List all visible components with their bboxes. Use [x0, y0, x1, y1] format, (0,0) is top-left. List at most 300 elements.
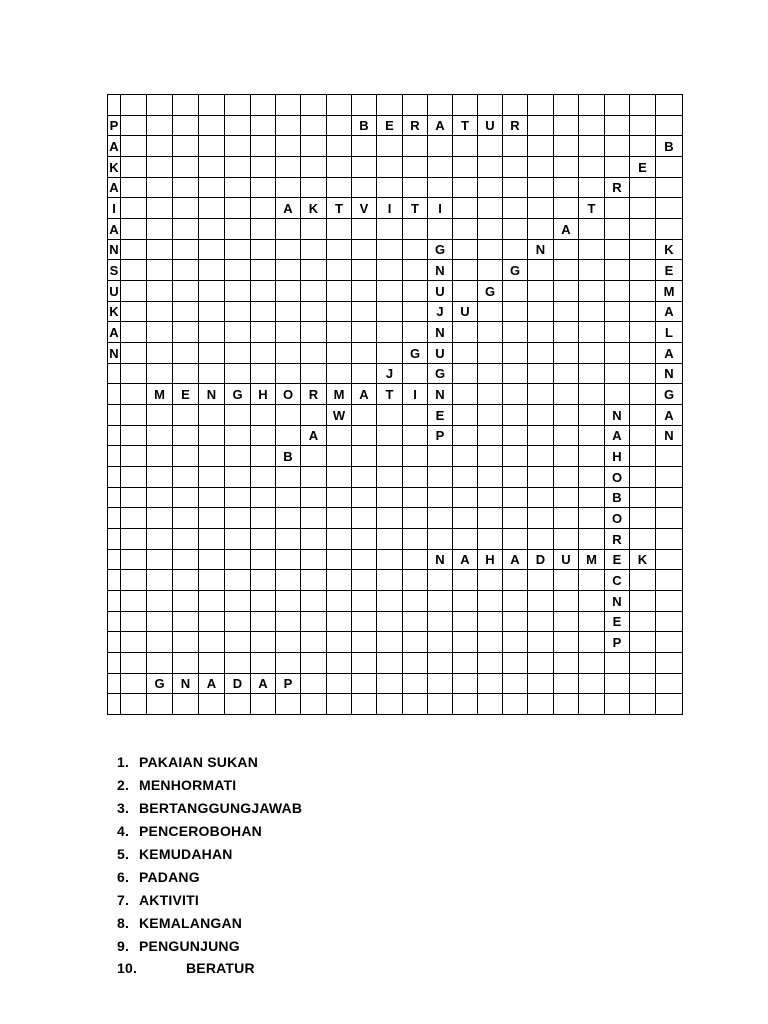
grid-cell	[275, 363, 301, 384]
grid-cell	[250, 466, 276, 488]
grid-cell	[224, 611, 251, 632]
item-number: 6.	[117, 868, 130, 885]
list-item	[117, 888, 302, 911]
grid-cell	[427, 156, 453, 178]
grid-cell	[146, 528, 173, 550]
grid-cell	[250, 156, 276, 178]
grid-cell	[629, 507, 656, 529]
grid-cell	[172, 321, 199, 343]
grid-cell	[477, 611, 503, 632]
item-number: 10.	[117, 960, 138, 977]
grid-cell	[224, 259, 251, 281]
grid-cell: G	[427, 239, 453, 260]
grid-cell	[655, 197, 683, 219]
grid-cell	[527, 487, 554, 508]
grid-cell	[553, 156, 579, 178]
grid-cell	[452, 404, 478, 426]
grid-cell	[376, 590, 403, 612]
grid-cell: B	[604, 487, 630, 508]
grid-cell	[198, 321, 225, 343]
grid-cell	[502, 425, 528, 446]
grid-cell	[477, 590, 503, 612]
grid-cell	[326, 239, 352, 260]
grid-cell	[578, 301, 605, 322]
grid-cell	[198, 218, 225, 240]
grid-cell	[452, 177, 478, 198]
grid-cell	[224, 487, 251, 508]
grid-cell	[120, 507, 147, 529]
grid-cell	[107, 404, 121, 426]
grid-cell	[300, 301, 327, 322]
grid-cell: A	[502, 549, 528, 570]
grid-cell	[527, 569, 554, 591]
grid-cell	[224, 363, 251, 384]
grid-cell	[553, 652, 579, 674]
grid-cell	[578, 507, 605, 529]
grid-cell	[604, 383, 630, 405]
grid-cell: O	[604, 507, 630, 529]
grid-cell: I	[376, 197, 403, 219]
grid-cell	[578, 115, 605, 136]
grid-cell	[629, 404, 656, 426]
grid-cell: U	[427, 280, 453, 302]
grid-cell	[655, 528, 683, 550]
grid-cell	[146, 363, 173, 384]
grid-cell	[120, 301, 147, 322]
grid-cell	[224, 280, 251, 302]
grid-cell	[351, 177, 377, 198]
grid-cell	[198, 487, 225, 508]
grid-cell: B	[275, 445, 301, 467]
grid-cell	[351, 487, 377, 508]
grid-cell	[224, 549, 251, 570]
grid-cell	[300, 693, 327, 715]
grid-cell	[452, 466, 478, 488]
grid-cell	[224, 177, 251, 198]
grid-cell	[300, 673, 327, 694]
grid-cell	[146, 280, 173, 302]
grid-cell	[107, 466, 121, 488]
grid-cell	[402, 259, 428, 281]
grid-cell	[553, 569, 579, 591]
grid-cell	[198, 301, 225, 322]
grid-cell	[224, 239, 251, 260]
grid-cell	[172, 280, 199, 302]
grid-cell	[452, 197, 478, 219]
grid-cell	[553, 673, 579, 694]
grid-cell	[376, 156, 403, 178]
grid-cell	[402, 549, 428, 570]
grid-cell	[275, 239, 301, 260]
grid-cell	[172, 177, 199, 198]
grid-cell	[629, 466, 656, 488]
grid-cell	[578, 631, 605, 653]
grid-cell	[275, 94, 301, 116]
grid-cell	[120, 590, 147, 612]
grid-cell	[326, 135, 352, 157]
grid-cell	[300, 652, 327, 674]
grid-cell	[604, 259, 630, 281]
grid-cell	[326, 549, 352, 570]
grid-cell	[427, 218, 453, 240]
grid-cell	[351, 218, 377, 240]
grid-cell	[527, 404, 554, 426]
grid-cell	[402, 177, 428, 198]
grid-cell	[146, 445, 173, 467]
grid-cell	[452, 652, 478, 674]
grid-cell	[120, 259, 147, 281]
grid-cell: I	[402, 383, 428, 405]
grid-cell	[452, 342, 478, 364]
grid-cell	[172, 445, 199, 467]
grid-cell	[326, 321, 352, 343]
grid-cell	[250, 631, 276, 653]
list-item	[117, 820, 302, 843]
grid-cell	[553, 590, 579, 612]
grid-cell	[629, 425, 656, 446]
grid-cell	[376, 445, 403, 467]
grid-cell	[527, 94, 554, 116]
grid-cell	[326, 466, 352, 488]
grid-cell	[120, 197, 147, 219]
item-number: 5.	[117, 846, 130, 862]
grid-cell	[250, 404, 276, 426]
grid-cell	[146, 301, 173, 322]
item-word: PENGUNJUNG	[139, 937, 240, 954]
grid-cell: K	[107, 156, 121, 178]
grid-cell	[351, 693, 377, 715]
grid-cell	[402, 631, 428, 653]
list-item	[117, 797, 302, 820]
grid-cell	[553, 321, 579, 343]
grid-cell	[351, 280, 377, 302]
grid-cell	[477, 631, 503, 653]
grid-cell	[402, 611, 428, 632]
grid-cell	[224, 115, 251, 136]
grid-cell	[146, 94, 173, 116]
grid-cell	[402, 404, 428, 426]
grid-cell	[427, 177, 453, 198]
grid-cell	[146, 466, 173, 488]
grid-cell: P	[107, 115, 121, 136]
grid-cell	[300, 280, 327, 302]
grid-cell	[351, 404, 377, 426]
grid-cell	[146, 259, 173, 281]
grid-cell	[172, 590, 199, 612]
grid-cell	[376, 487, 403, 508]
grid-cell	[477, 445, 503, 467]
grid-cell	[629, 693, 656, 715]
grid-cell	[376, 342, 403, 364]
grid-cell	[629, 135, 656, 157]
grid-cell: T	[452, 115, 478, 136]
grid-cell	[326, 569, 352, 591]
grid-cell	[553, 301, 579, 322]
grid-cell: N	[427, 321, 453, 343]
grid-cell	[250, 197, 276, 219]
grid-cell: N	[655, 363, 683, 384]
grid-cell	[452, 445, 478, 467]
grid-cell	[553, 177, 579, 198]
grid-cell	[578, 466, 605, 488]
grid-cell	[198, 528, 225, 550]
grid-cell	[250, 280, 276, 302]
grid-cell	[275, 135, 301, 157]
grid-cell	[629, 259, 656, 281]
grid-cell: U	[477, 115, 503, 136]
grid-cell	[326, 528, 352, 550]
grid-cell	[146, 652, 173, 674]
grid-cell: G	[477, 280, 503, 302]
grid-cell	[146, 156, 173, 178]
grid-cell	[351, 569, 377, 591]
grid-cell	[198, 445, 225, 467]
grid-cell	[120, 425, 147, 446]
grid-cell: A	[275, 197, 301, 219]
grid-cell	[527, 197, 554, 219]
grid-cell: E	[655, 259, 683, 281]
grid-cell	[527, 156, 554, 178]
grid-cell	[604, 280, 630, 302]
grid-cell	[300, 445, 327, 467]
grid-cell	[120, 487, 147, 508]
grid-cell: T	[376, 383, 403, 405]
grid-cell	[351, 259, 377, 281]
grid-cell	[224, 218, 251, 240]
grid-cell	[326, 259, 352, 281]
grid-cell	[172, 528, 199, 550]
grid-cell	[376, 549, 403, 570]
grid-cell	[477, 425, 503, 446]
grid-cell	[402, 363, 428, 384]
grid-cell: R	[604, 177, 630, 198]
grid-cell	[427, 135, 453, 157]
grid-cell	[578, 259, 605, 281]
grid-cell	[300, 259, 327, 281]
grid-cell	[172, 631, 199, 653]
grid-cell	[120, 631, 147, 653]
grid-cell	[120, 466, 147, 488]
grid-cell	[402, 466, 428, 488]
grid-cell	[527, 280, 554, 302]
grid-cell	[402, 280, 428, 302]
grid-cell	[326, 445, 352, 467]
grid-cell	[351, 301, 377, 322]
grid-cell	[172, 363, 199, 384]
list-item	[117, 934, 302, 957]
grid-cell	[250, 321, 276, 343]
grid-cell	[107, 94, 121, 116]
grid-cell	[477, 507, 503, 529]
grid-cell	[604, 673, 630, 694]
grid-cell	[120, 280, 147, 302]
grid-cell	[250, 342, 276, 364]
grid-cell	[107, 569, 121, 591]
grid-cell	[402, 693, 428, 715]
item-word: PADANG	[139, 868, 200, 885]
grid-cell	[275, 156, 301, 178]
grid-cell	[224, 693, 251, 715]
grid-cell	[578, 569, 605, 591]
grid-cell	[120, 549, 147, 570]
grid-cell: B	[655, 135, 683, 157]
grid-cell	[275, 652, 301, 674]
grid-cell	[198, 404, 225, 426]
grid-cell	[452, 673, 478, 694]
grid-cell	[275, 404, 301, 426]
grid-cell	[477, 363, 503, 384]
item-number: 8.	[117, 914, 130, 931]
list-item	[117, 911, 302, 934]
grid-cell	[172, 569, 199, 591]
grid-cell: A	[655, 404, 683, 426]
grid-cell	[250, 177, 276, 198]
grid-cell: E	[172, 383, 199, 405]
grid-cell	[146, 590, 173, 612]
grid-cell: A	[427, 115, 453, 136]
grid-cell: A	[300, 425, 327, 446]
list-item	[117, 751, 302, 774]
grid-cell	[477, 673, 503, 694]
grid-cell	[250, 218, 276, 240]
grid-cell: A	[553, 218, 579, 240]
grid-cell	[502, 652, 528, 674]
grid-cell	[604, 301, 630, 322]
grid-cell	[452, 218, 478, 240]
grid-cell	[250, 363, 276, 384]
grid-cell	[198, 363, 225, 384]
grid-cell	[224, 321, 251, 343]
grid-cell	[351, 673, 377, 694]
grid-cell	[452, 590, 478, 612]
grid-cell: O	[604, 466, 630, 488]
grid-cell	[502, 156, 528, 178]
grid-cell	[172, 218, 199, 240]
grid-cell	[250, 487, 276, 508]
grid-cell	[351, 590, 377, 612]
grid-cell	[376, 321, 403, 343]
grid-cell	[477, 218, 503, 240]
grid-cell	[107, 383, 121, 405]
grid-cell	[502, 218, 528, 240]
grid-cell	[120, 673, 147, 694]
grid-cell	[553, 94, 579, 116]
grid-cell: A	[250, 673, 276, 694]
grid-cell	[402, 528, 428, 550]
grid-cell	[477, 259, 503, 281]
grid-cell	[427, 652, 453, 674]
grid-cell	[376, 177, 403, 198]
grid-cell	[224, 445, 251, 467]
grid-cell	[326, 280, 352, 302]
grid-cell: B	[351, 115, 377, 136]
grid-cell	[172, 425, 199, 446]
grid-cell	[376, 404, 403, 426]
grid-cell	[250, 549, 276, 570]
grid-cell	[604, 135, 630, 157]
grid-cell	[527, 631, 554, 653]
grid-cell	[604, 363, 630, 384]
grid-cell	[351, 94, 377, 116]
grid-cell	[402, 569, 428, 591]
grid-cell	[224, 528, 251, 550]
grid-cell: T	[402, 197, 428, 219]
grid-cell	[198, 280, 225, 302]
grid-cell	[527, 383, 554, 405]
grid-cell	[502, 177, 528, 198]
grid-cell	[477, 383, 503, 405]
grid-cell	[477, 177, 503, 198]
grid-cell: K	[629, 549, 656, 570]
grid-cell	[477, 404, 503, 426]
grid-cell	[578, 487, 605, 508]
grid-cell	[198, 156, 225, 178]
grid-cell	[326, 218, 352, 240]
grid-cell	[477, 528, 503, 550]
grid-cell	[351, 425, 377, 446]
grid-cell	[275, 631, 301, 653]
grid-cell	[198, 425, 225, 446]
grid-cell	[402, 507, 428, 529]
grid-cell	[402, 652, 428, 674]
grid-cell	[146, 487, 173, 508]
grid-cell: I	[427, 197, 453, 219]
grid-cell	[578, 321, 605, 343]
grid-cell	[107, 507, 121, 529]
grid-cell	[477, 135, 503, 157]
grid-cell	[655, 549, 683, 570]
grid-cell	[224, 135, 251, 157]
grid-cell	[198, 507, 225, 529]
grid-cell	[629, 631, 656, 653]
grid-cell	[107, 611, 121, 632]
grid-cell: I	[107, 197, 121, 219]
grid-cell	[224, 652, 251, 674]
grid-cell	[107, 445, 121, 467]
grid-cell	[198, 693, 225, 715]
grid-cell	[452, 487, 478, 508]
grid-cell	[502, 466, 528, 488]
grid-cell	[107, 425, 121, 446]
grid-cell	[326, 301, 352, 322]
grid-cell	[224, 156, 251, 178]
grid-cell	[452, 363, 478, 384]
grid-cell	[604, 239, 630, 260]
grid-cell: M	[326, 383, 352, 405]
grid-cell: D	[224, 673, 251, 694]
grid-cell	[351, 321, 377, 343]
grid-cell: G	[427, 363, 453, 384]
grid-cell	[452, 239, 478, 260]
grid-cell	[553, 259, 579, 281]
grid-cell	[527, 590, 554, 612]
grid-cell	[326, 652, 352, 674]
grid-cell	[120, 115, 147, 136]
grid-cell	[553, 280, 579, 302]
grid-cell	[527, 177, 554, 198]
grid-cell	[146, 197, 173, 219]
grid-cell	[250, 445, 276, 467]
grid-cell	[224, 301, 251, 322]
grid-cell	[502, 280, 528, 302]
grid-cell	[527, 135, 554, 157]
grid-cell	[553, 425, 579, 446]
grid-cell	[477, 94, 503, 116]
grid-cell	[427, 487, 453, 508]
grid-cell	[527, 507, 554, 529]
grid-cell	[326, 611, 352, 632]
grid-cell	[351, 631, 377, 653]
